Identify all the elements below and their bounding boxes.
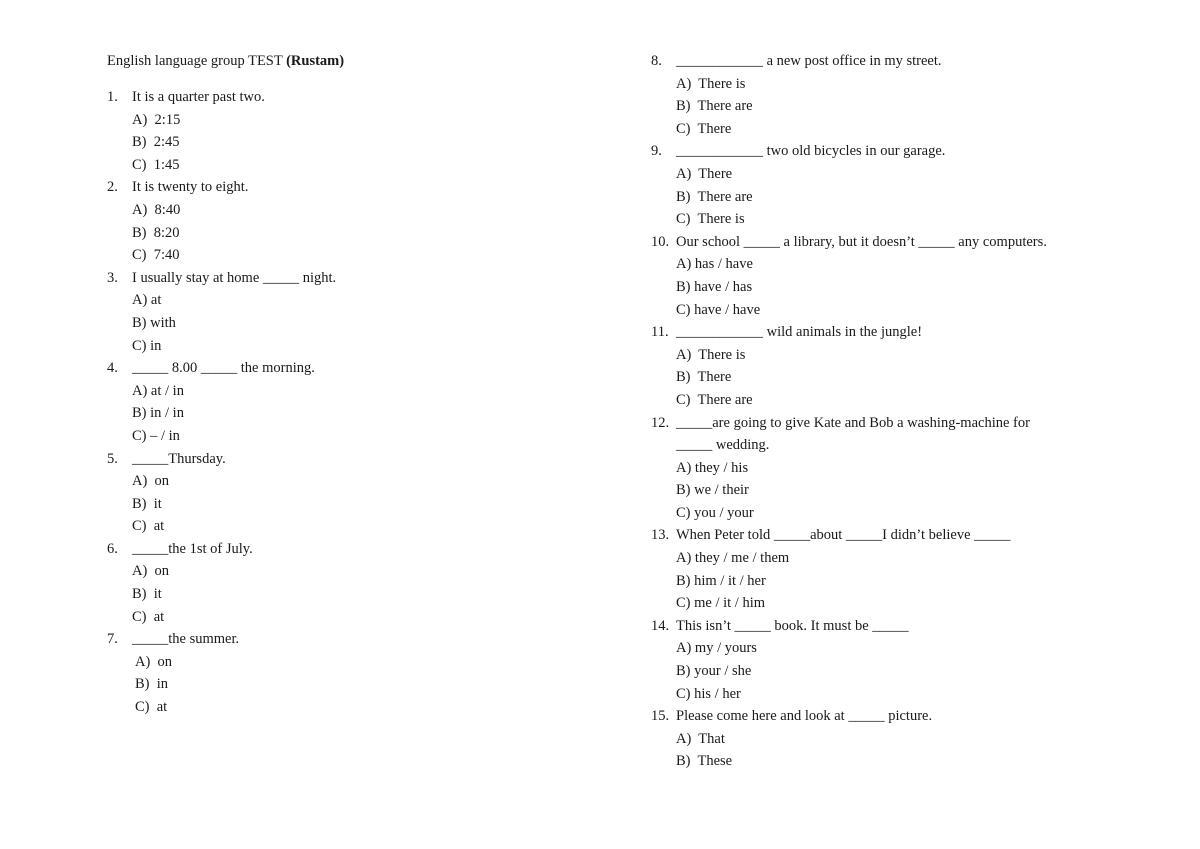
answer-option: A) at / in: [132, 382, 184, 399]
answer-option: C) in: [132, 337, 162, 354]
question-number: 2.: [107, 179, 118, 196]
answer-option: A) they / me / them: [676, 550, 790, 567]
question-block: [651, 140, 1151, 230]
question-text: _____are going to give Kate and Bob a washing-machine for: [676, 414, 1030, 431]
answer-option: B) it: [132, 586, 162, 603]
question-number: 6.: [107, 540, 118, 557]
answer-option: C) 7:40: [132, 247, 180, 264]
question-text: It is a quarter past two.: [132, 89, 265, 105]
answer-option: C) at: [132, 518, 165, 535]
question-text: _____the 1st of July.: [132, 540, 253, 557]
title-name: (Rustam): [286, 53, 345, 69]
question-block: [651, 321, 1151, 411]
question-text: It is twenty to eight.: [132, 179, 249, 196]
answer-option: C) at: [132, 608, 165, 625]
answer-option: A) on: [132, 563, 170, 580]
answer-option: A) on: [132, 473, 170, 490]
question-text: ____________ a new post office in my street.: [676, 53, 942, 69]
question-block: [107, 176, 587, 266]
question-number: 3.: [107, 269, 118, 286]
answer-option: C) There are: [676, 391, 753, 408]
question-text-continued: _____ wedding.: [676, 437, 770, 454]
question-number: 11.: [651, 324, 669, 341]
question-text: _____ 8.00 _____ the morning.: [132, 360, 315, 377]
question-number: 13.: [651, 527, 670, 544]
question-number: 4.: [107, 360, 118, 377]
question-text: This isn’t _____ book. It must be _____: [676, 617, 909, 634]
answer-option: A) 8:40: [132, 201, 181, 218]
question-line: [651, 615, 1151, 638]
question-number: 10.: [651, 233, 670, 250]
answer-option: C) There: [676, 120, 732, 137]
answer-option: C) There is: [676, 211, 745, 228]
question-number: 1.: [107, 89, 118, 105]
answer-option: B) There are: [676, 98, 753, 115]
right-column: [651, 50, 1151, 773]
question-block: [651, 524, 1151, 614]
question-text: _____the summer.: [132, 631, 240, 648]
right-question-list: [651, 50, 1151, 773]
left-column: [107, 50, 587, 719]
answer-option: C) you / your: [676, 504, 754, 521]
question-text: I usually stay at home _____ night.: [132, 269, 337, 286]
question-block: [107, 357, 587, 447]
answer-option: B) 8:20: [132, 224, 180, 241]
answer-option: C) at: [135, 699, 168, 716]
question-line: [107, 267, 587, 290]
question-text: ____________ wild animals in the jungle!: [676, 324, 923, 341]
question-line: [651, 140, 1151, 163]
answer-option: B) There are: [676, 188, 753, 205]
question-block: [107, 267, 587, 357]
question-line: [651, 412, 1151, 435]
answer-option: B) with: [132, 314, 176, 331]
answer-option: C) have / have: [676, 301, 761, 318]
answer-option: B) These: [676, 753, 733, 770]
question-line: [107, 86, 587, 109]
answer-option: A) has / have: [676, 256, 753, 273]
answer-option: A) at: [132, 292, 162, 309]
answer-option: B) your / she: [676, 663, 752, 680]
answer-option: A) my / yours: [676, 640, 757, 657]
answer-option: B) in / in: [132, 405, 184, 422]
answer-option: C) – / in: [132, 427, 180, 444]
answer-option: B) him / it / her: [676, 572, 766, 589]
answer-option: A) That: [676, 730, 725, 747]
question-text: _____Thursday.: [132, 450, 226, 467]
question-line: [651, 524, 1151, 547]
question-line: [651, 321, 1151, 344]
answer-option: A) There is: [676, 346, 746, 363]
question-text: Our school _____ a library, but it doesn’t _____ any computers.: [676, 233, 1047, 250]
question-block: [651, 615, 1151, 705]
question-block: [651, 412, 1151, 525]
title-prefix: English language group TEST: [107, 53, 287, 69]
answer-option: A) 2:15: [132, 111, 181, 128]
question-number: 14.: [651, 617, 670, 634]
question-line: [651, 231, 1151, 254]
answer-option: A) on: [135, 653, 173, 670]
answer-option: A) There: [676, 165, 733, 182]
question-block: [107, 86, 587, 176]
question-line: [107, 628, 587, 651]
answer-option: B) in: [135, 676, 169, 693]
question-number: 15.: [651, 708, 670, 725]
answer-option: A) There is: [676, 75, 746, 92]
question-line: [107, 357, 587, 380]
answer-option: B) 2:45: [132, 134, 180, 151]
test-title: [107, 50, 587, 72]
question-block: [651, 50, 1151, 140]
answer-option: A) they / his: [676, 459, 749, 476]
question-line: [107, 538, 587, 561]
question-number: 12.: [651, 414, 670, 431]
answer-option: B) There: [676, 369, 732, 386]
question-block: [107, 628, 587, 718]
question-number: 8.: [651, 53, 662, 69]
question-line: [651, 50, 1151, 73]
question-block: [651, 231, 1151, 321]
answer-option: C) his / her: [676, 685, 741, 702]
question-number: 9.: [651, 143, 662, 160]
answer-option: C) 1:45: [132, 156, 180, 173]
answer-option: C) me / it / him: [676, 595, 766, 612]
question-line: [651, 705, 1151, 728]
question-text: ____________ two old bicycles in our garage.: [676, 143, 946, 160]
answer-option: B) we / their: [676, 482, 749, 499]
question-block: [107, 538, 587, 628]
question-number: 7.: [107, 631, 118, 648]
question-number: 5.: [107, 450, 118, 467]
question-line: [107, 176, 587, 199]
question-block: [651, 705, 1151, 773]
answer-option: B) it: [132, 495, 162, 512]
question-text: Please come here and look at _____ picture.: [676, 708, 933, 725]
question-line: [107, 448, 587, 471]
question-block: [107, 448, 587, 538]
question-text: When Peter told _____about _____I didn’t believe _____: [676, 527, 1011, 544]
left-question-list: [107, 86, 587, 719]
answer-option: B) have / has: [676, 278, 753, 295]
